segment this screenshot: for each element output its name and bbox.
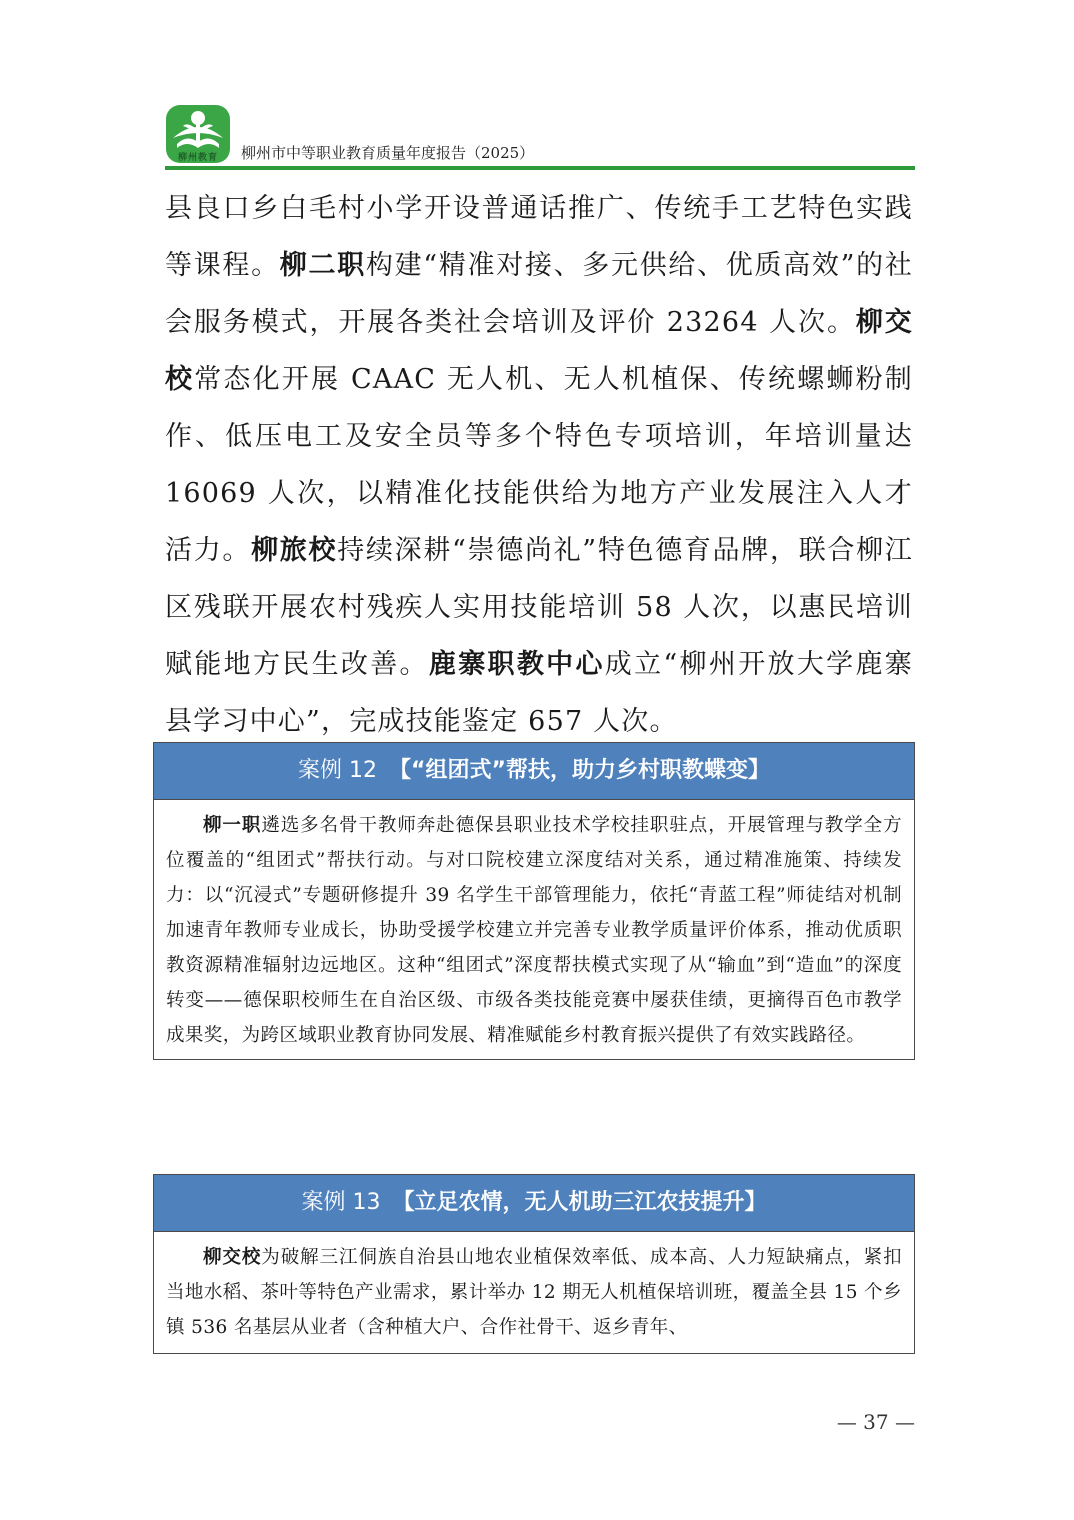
case-13-number: 案例 13 xyxy=(301,1190,381,1215)
case-12-number: 案例 12 xyxy=(298,758,378,783)
case-13-box xyxy=(153,1174,915,1354)
case-12-header xyxy=(154,743,914,800)
case-12-body xyxy=(154,800,914,1059)
case-12-lead: 柳一职 xyxy=(203,815,262,836)
body-text-5: 成立“柳州开放大学鹿寨县学习中心”，完成技能鉴定 657 人次。 xyxy=(165,649,913,737)
page-number: — 37 — xyxy=(836,1410,915,1434)
header-divider xyxy=(165,166,915,170)
body-text-4: 持续深耕“崇德尚礼”特色德育品牌，联合柳江区残联开展农村残疾人实用技能培训 58 人次，以惠民培训赋能地方民生改善。 xyxy=(165,535,914,680)
case-12-text: 遴选多名骨干教师奔赴德保县职业技术学校挂职驻点，开展管理与教学全方位覆盖的“组团式”帮扶行动。与对口院校建立深度结对关系，通过精准施策、持续发力：以“沉浸式”专题研修提升 39 名学生干部管理能力，依托“青蓝工程”师徒结对机制加速青年教师专业成长，协助受援学校建立并完善专业教学质量评价体系，推动优质职教资源精准辐射边远地区。这种“组团式”深度帮扶模式实现了从“输血”到“造血”的深度转变——德保职校师生在自治区级、市级各类技能竞赛中屡获佳绩，更摘得百色市教学成果奖，为跨区域职业教育协同发展、精准赋能乡村教育振兴提供了有效实践路径。 xyxy=(166,815,902,1046)
body-text-3: 常态化开展 CAAC 无人机、无人机植保、传统螺蛳粉制作、低压电工及安全员等多个特色专项培训，年培训量达 16069 人次，以精准化技能供给为地方产业发展注入人才活力。 xyxy=(165,364,913,566)
body-text-2: 构建“精准对接、多元供给、优质高效”的社会服务模式，开展各类社会培训及评价 23264 人次。 xyxy=(165,250,913,338)
case-13-header xyxy=(154,1175,914,1232)
page-header xyxy=(165,104,915,166)
report-title: 柳州市中等职业教育质量年度报告（2025） xyxy=(241,144,535,162)
liuzhou-education-logo xyxy=(165,104,231,164)
school-name-liu-er-zhi: 柳二职 xyxy=(279,250,366,281)
case-13-body xyxy=(154,1232,914,1351)
school-name-liu-jiao-xiao: 柳交校 xyxy=(165,307,913,395)
case-12-box xyxy=(153,742,915,1060)
school-name-luzhai-center: 鹿寨职教中心 xyxy=(428,649,605,680)
logo-text: 柳州教育 xyxy=(177,153,218,163)
case-13-title: 【立足农情，无人机助三江农技提升】 xyxy=(392,1190,767,1215)
case-13-text: 为破解三江侗族自治县山地农业植保效率低、成本高、人力短缺痛点，紧扣当地水稻、茶叶等特色产业需求，累计举办 12 期无人机植保培训班，覆盖全县 15 个乡镇 536 名基层从业者（含种植大户、合作社骨干、返乡青年、 xyxy=(166,1247,902,1338)
body-text-1: 县良口乡白毛村小学开设普通话推广、传统手工艺特色实践等课程。 xyxy=(165,193,913,281)
body-paragraph xyxy=(165,180,913,750)
case-13-lead: 柳交校 xyxy=(203,1247,262,1268)
case-12-title: 【“组团式”帮扶，助力乡村职教蝶变】 xyxy=(389,758,770,783)
school-name-liu-lv-xiao: 柳旅校 xyxy=(251,535,338,566)
